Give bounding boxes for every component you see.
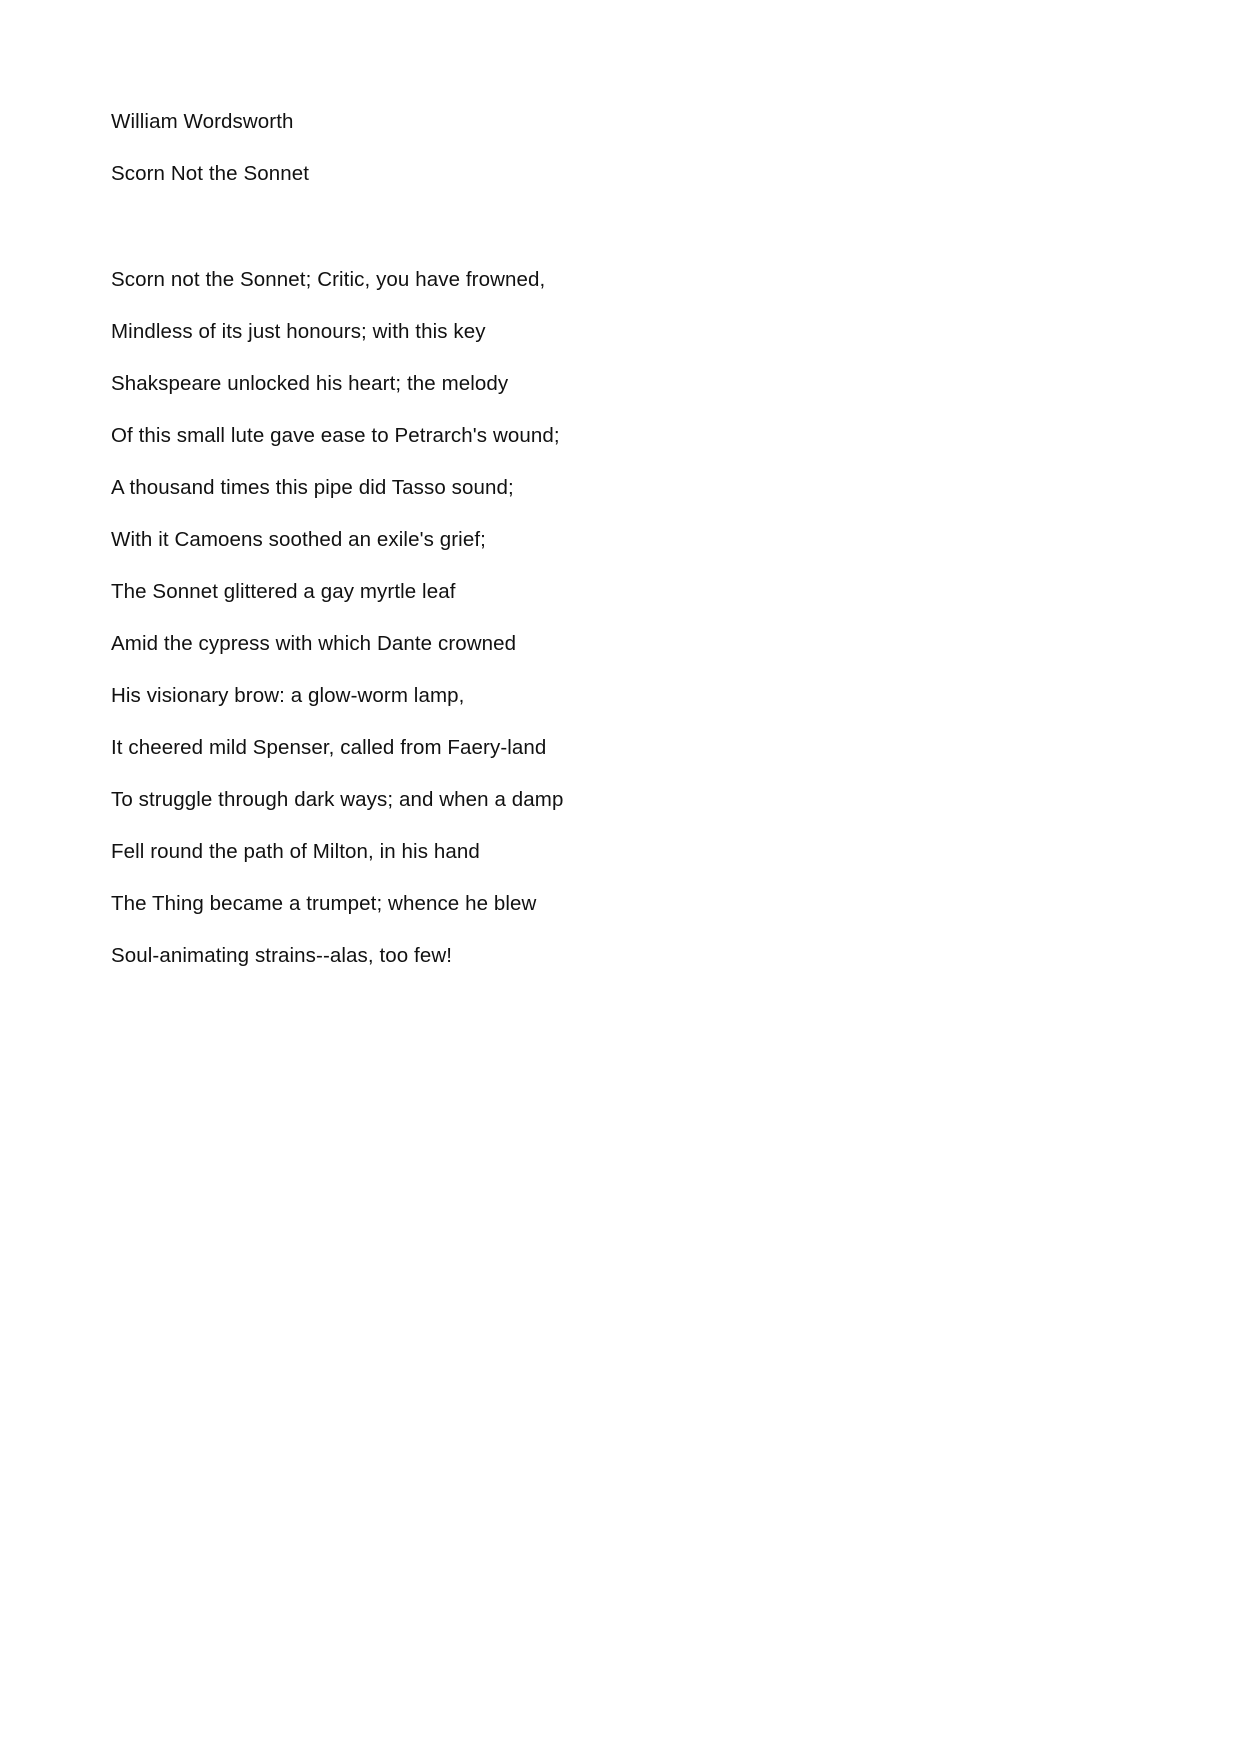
poem-line: The Thing became a trumpet; whence he blew <box>111 892 537 915</box>
poem-content <box>111 108 1111 994</box>
poem-line: With it Camoens soothed an exile's grief; <box>111 528 486 551</box>
poem-line: The Sonnet glittered a gay myrtle leaf <box>111 580 456 603</box>
author-name: William Wordsworth <box>111 110 294 133</box>
poem-title: Scorn Not the Sonnet <box>111 162 310 185</box>
poem-line: Soul-animating strains--alas, too few! <box>111 944 453 967</box>
poem-line: It cheered mild Spenser, called from Faery-land <box>111 736 547 759</box>
poem-line: A thousand times this pipe did Tasso sound; <box>111 476 514 499</box>
poem-line: Shakspeare unlocked his heart; the melody <box>111 372 509 395</box>
poem-line: To struggle through dark ways; and when a damp <box>111 788 564 811</box>
poem-line: Scorn not the Sonnet; Critic, you have frowned, <box>111 268 546 291</box>
poem-line: His visionary brow: a glow-worm lamp, <box>111 684 465 707</box>
poem-line: Of this small lute gave ease to Petrarch's wound; <box>111 424 560 447</box>
poem-line: Mindless of its just honours; with this key <box>111 320 486 343</box>
poem-line: Amid the cypress with which Dante crowned <box>111 632 517 655</box>
poem-line: Fell round the path of Milton, in his hand <box>111 840 480 863</box>
